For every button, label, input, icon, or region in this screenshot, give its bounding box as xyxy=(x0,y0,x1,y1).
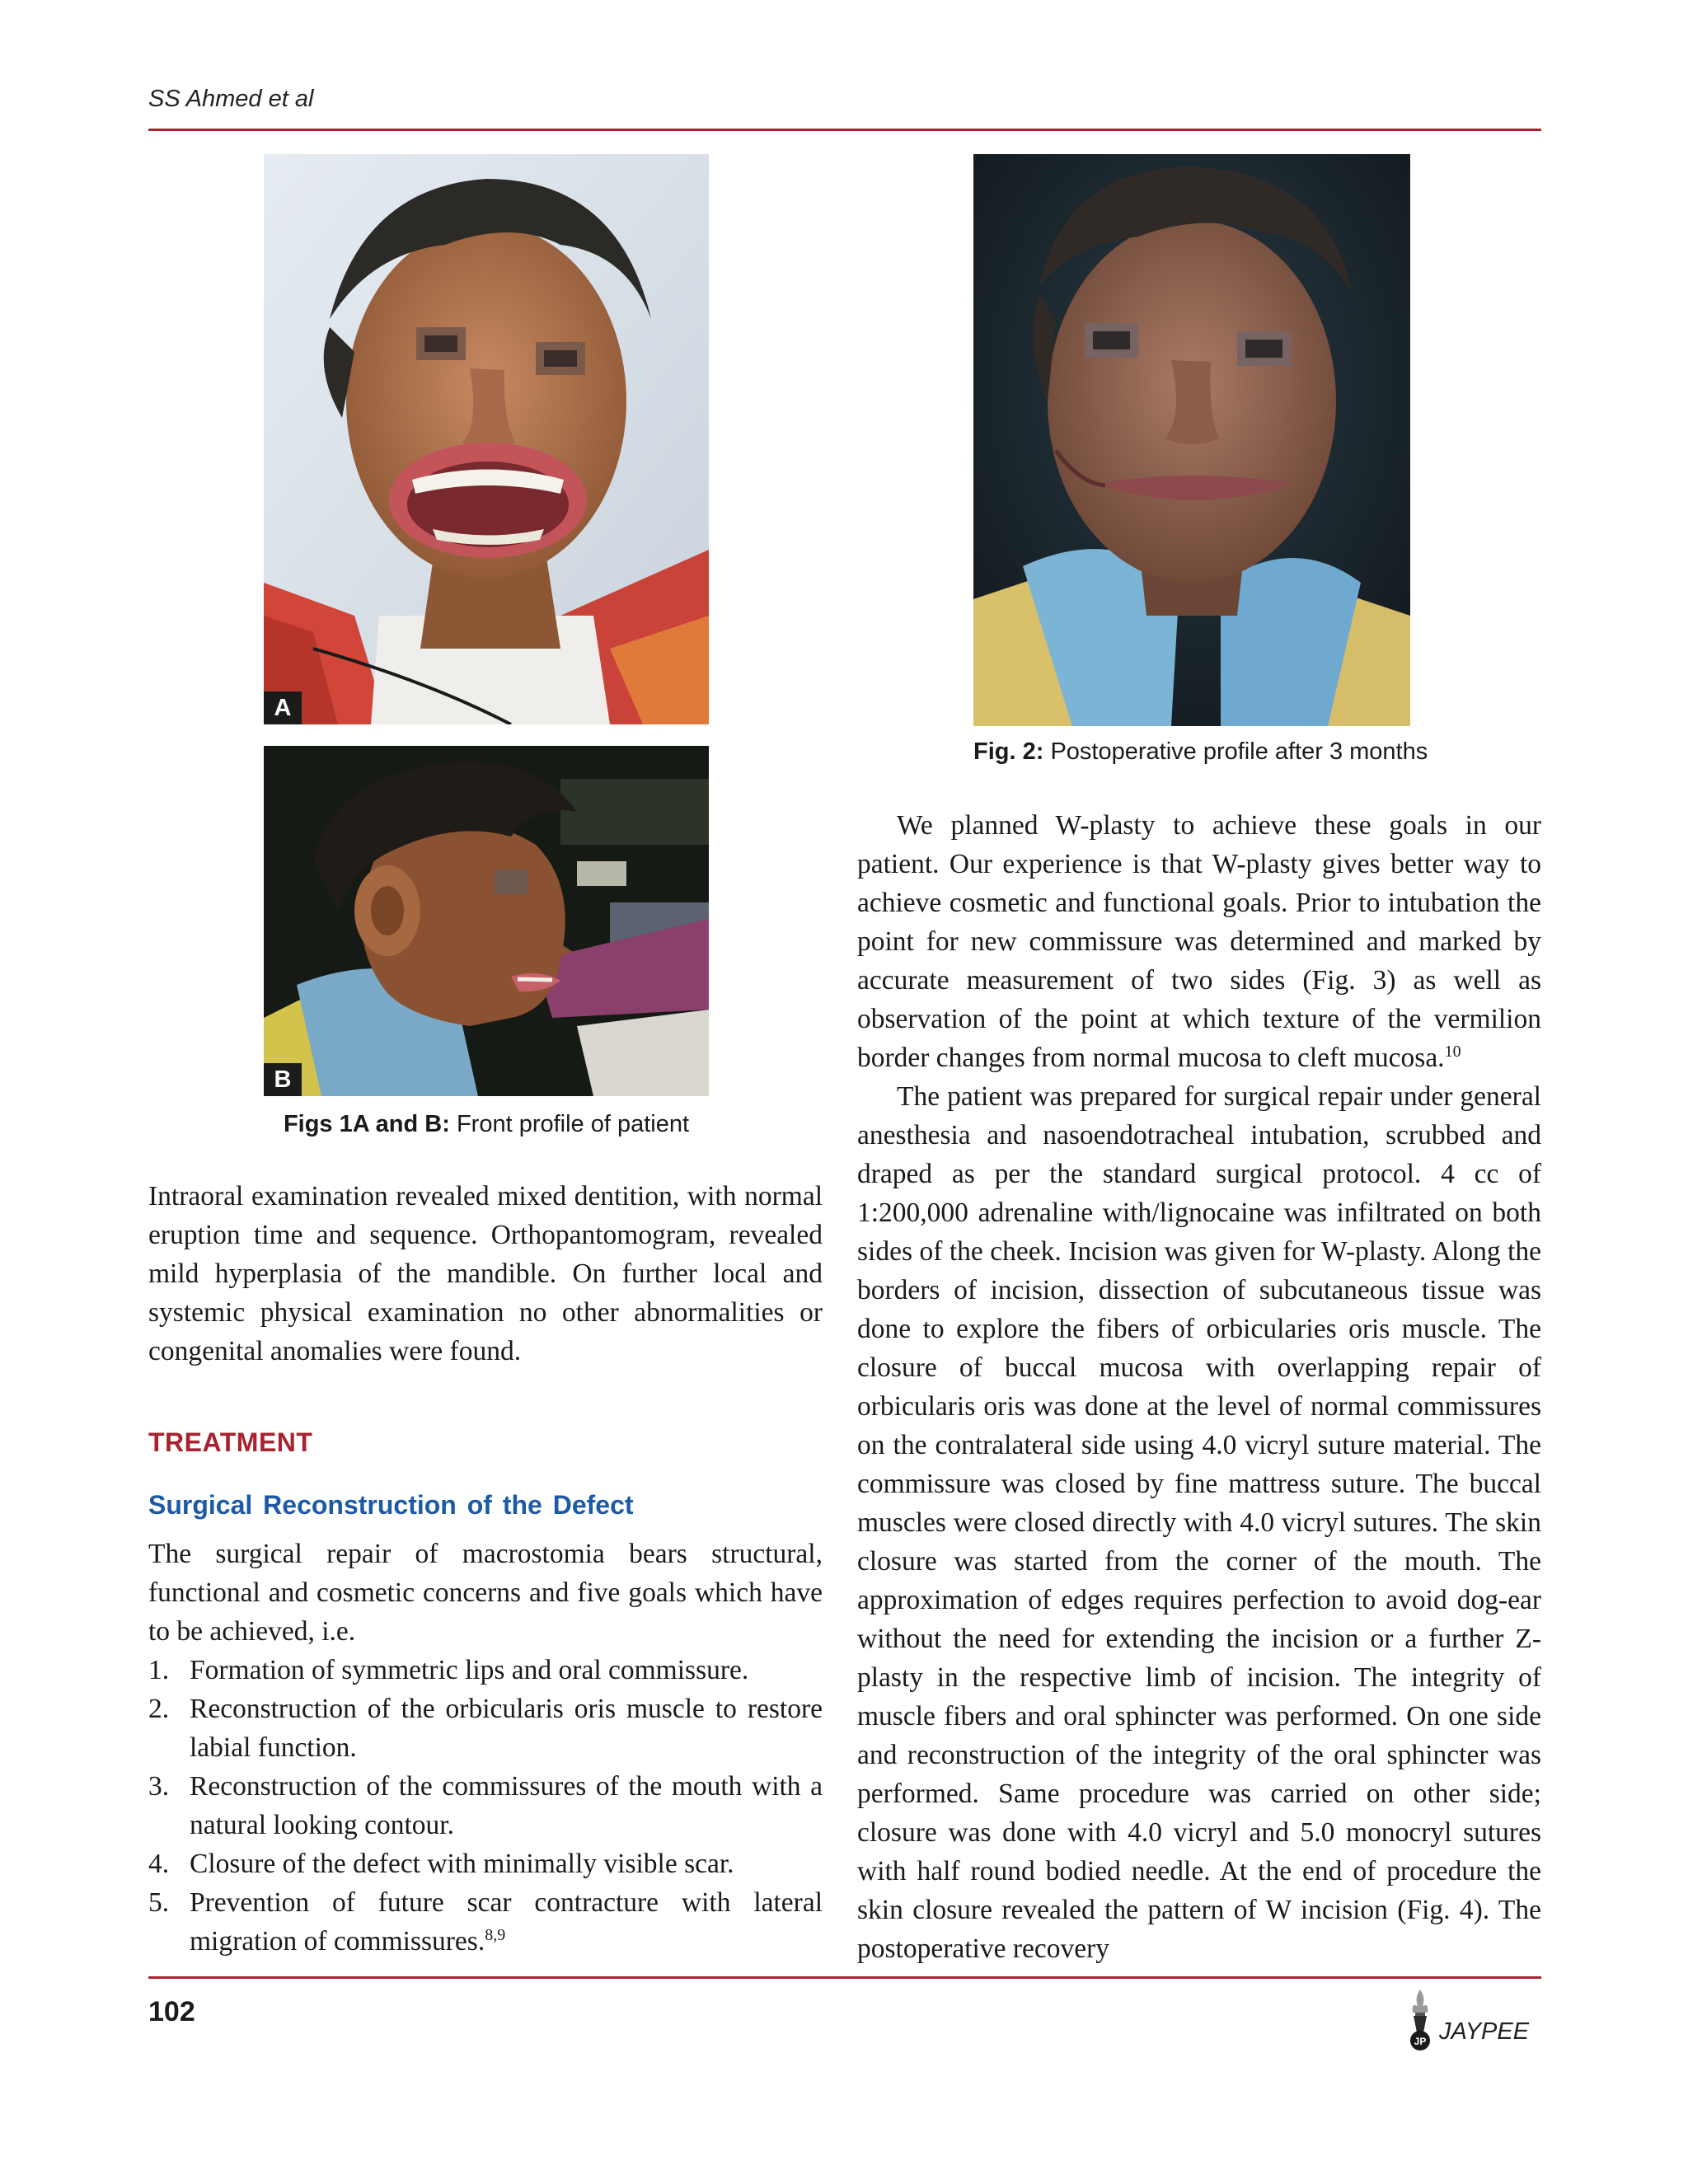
publisher-logo xyxy=(1406,1988,1529,2052)
procedure-paragraph: The patient was prepared for surgical repair under general anesthesia and nasoendotracheal intubation, scrubbed and draped as per the standard surgical protocol. 4 cc of 1:200,000 adrenaline with/lignocaine was infiltrated on both sides of the cheek. Incision was given for W-plasty. Along the borders of incision, dissection of subcutaneous tissue was done to explore the fibers of orbicularies oris muscle. The closure of buccal mucosa with overlapping repair of orbicularis oris was done at the level of normal commissures on the contralateral side using 4.0 vicryl suture material. The commissure was closed by fine mattress suture. The buccal muscles were closed directly with 4.0 vicryl sutures. The skin closure was started from the corner of the mouth. The approximation of edges requires perfection to avoid dog-ear without the need for extending the incision or a further Z-plasty in the respective limb of incision. The integrity of muscle fibers and oral sphincter was performed. On one side and reconstruction of the integrity of the oral sphincter was performed. Same procedure was carried on other side; closure was done with 4.0 vicryl and 5.0 monocryl sutures with half round bodied needle. At the end of procedure the skin closure revealed the pattern of W incision (Fig. 4). The postoperative recovery xyxy=(857,1081,1541,1964)
intro-paragraph: Intraoral examination revealed mixed dentition, with normal eruption time and sequence. Orthopantomogram, revealed mild hyperplasia of the mandible. On further local and systemic physical examination no other abnormalities or congenital anomalies were found. xyxy=(148,1181,823,1366)
figure-1b-panel-label: B xyxy=(264,1063,302,1096)
right-column-body xyxy=(857,806,1541,1968)
jaypee-torch-icon xyxy=(1406,1988,1434,2052)
left-column-goals xyxy=(148,1535,823,1961)
left-column-intro xyxy=(148,1177,823,1371)
wplasty-paragraph: We planned W-plasty to achieve these goals in our patient. Our experience is that W-plasty gives better way to achieve cosmetic and functional goals. Prior to intubation the point for new commissure was determined and marked by accurate measurement of two sides (Fig. 3) as well as observation of the point at which texture of the vermilion border changes from normal mucosa to cleft mucosa.$^{10}$ xyxy=(857,810,1541,1073)
goal-item: 2. Reconstruction of the orbicularis oris muscle to restore labial function. xyxy=(148,1694,823,1763)
citation-reference: 8,9 xyxy=(485,1925,506,1944)
page-number: 102 xyxy=(148,1996,195,2027)
figure-1-caption-label: Figs 1A and B: xyxy=(283,1111,450,1137)
publisher-name: JAYPEE xyxy=(1439,2018,1530,2045)
citation-reference: 10 xyxy=(1444,1042,1461,1061)
figure-2-caption-label: Fig. 2: xyxy=(973,738,1044,765)
figure-1b-photo xyxy=(264,746,709,1096)
surgical-reconstruction-subheading: Surgical Reconstruction of the Defect xyxy=(148,1490,634,1520)
figure-2-photo xyxy=(973,154,1410,726)
figure-2-caption-text: Postoperative profile after 3 months xyxy=(1043,738,1428,765)
goals-paragraph: The surgical repair of macrostomia bears structural, functional and cosmetic concerns and five goals which have to be achieved, i.e. xyxy=(148,1539,823,1647)
header-rule xyxy=(148,129,1541,131)
running-header-author: SS Ahmed et al xyxy=(148,86,314,112)
svg-text:JP: JP xyxy=(1414,2036,1427,2047)
figure-1a-photo xyxy=(264,154,709,724)
figure-1-caption xyxy=(264,1111,709,1138)
goal-item: 3. Reconstruction of the commissures of the mouth with a natural looking contour. xyxy=(148,1771,823,1840)
footer-rule xyxy=(148,1976,1541,1979)
figure-2-caption xyxy=(973,738,1428,766)
goal-item: 1. Formation of symmetric lips and oral commissure. xyxy=(148,1655,749,1685)
figure-1-caption-text: Front profile of patient xyxy=(449,1111,690,1137)
goal-item: 5. Prevention of future scar contracture with lateral migration of commissures.$^{8,9}$ xyxy=(148,1887,823,1957)
figure-1a-panel-label: A xyxy=(264,691,302,724)
goal-item: 4. Closure of the defect with minimally visible scar. xyxy=(148,1849,734,1879)
treatment-heading: TREATMENT xyxy=(148,1427,313,1457)
goals-list xyxy=(148,1651,823,1961)
